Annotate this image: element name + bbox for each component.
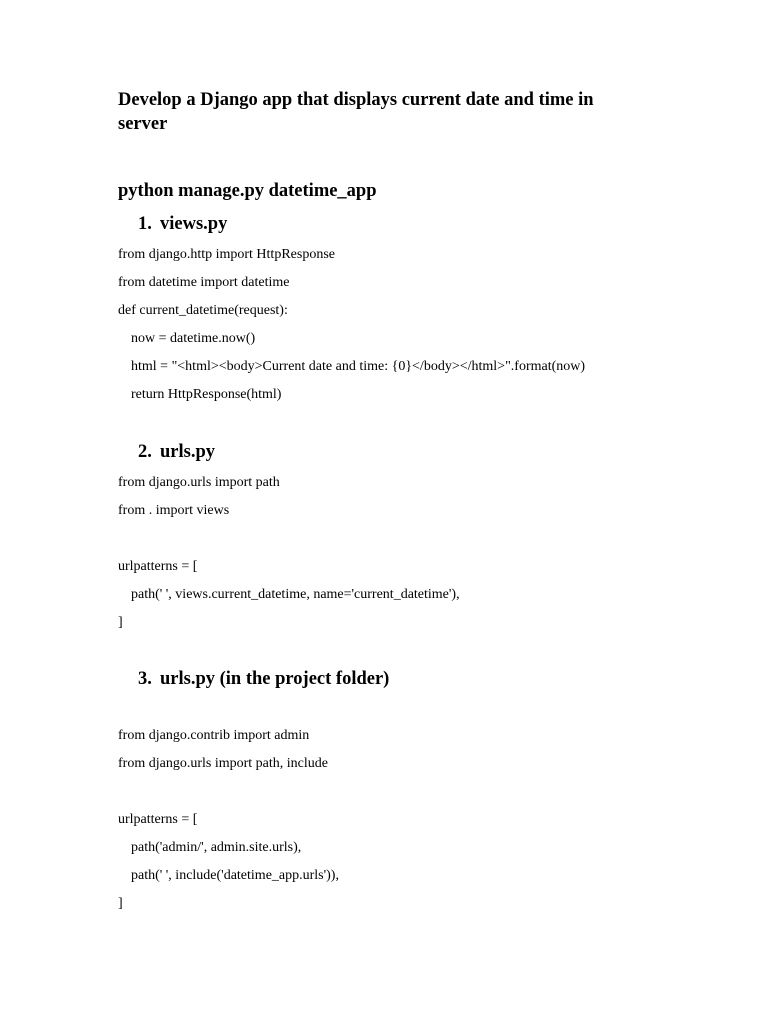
section-title: views.py [160, 214, 228, 234]
code-line: path(' ', include('datetime_app.urls')), [131, 868, 339, 883]
command-line: python manage.py datetime_app [118, 181, 377, 201]
section-number: 2. [138, 442, 152, 462]
code-line: ] [118, 896, 123, 911]
code-line: from . import views [118, 503, 230, 518]
code-line: from django.contrib import admin [118, 728, 310, 743]
section-number: 3. [138, 669, 152, 689]
code-line: def current_datetime(request): [118, 303, 288, 318]
code-line: from django.urls import path, include [118, 756, 328, 771]
section-title: urls.py [160, 442, 216, 462]
section-title: urls.py (in the project folder) [160, 669, 390, 689]
code-line: urlpatterns = [ [118, 812, 198, 827]
code-line: return HttpResponse(html) [131, 387, 282, 402]
code-line: now = datetime.now() [131, 331, 256, 346]
section-heading-urls [138, 440, 215, 464]
code-line: ] [118, 615, 123, 630]
code-line: from django.urls import path [118, 475, 280, 490]
code-line: from datetime import datetime [118, 275, 290, 290]
section-heading-project-urls [138, 667, 389, 691]
code-line: path('admin/', admin.site.urls), [131, 840, 302, 855]
code-line: html = "<html><body>Current date and time: {0}</body></html>".format(now) [131, 359, 586, 374]
section-heading-views [138, 212, 227, 236]
code-line: from django.http import HttpResponse [118, 247, 335, 262]
section-number: 1. [138, 214, 152, 234]
code-line: urlpatterns = [ [118, 559, 198, 574]
code-line: path(' ', views.current_datetime, name='current_datetime'), [131, 587, 460, 602]
document-title: Develop a Django app that displays current date and time in server [118, 90, 594, 134]
